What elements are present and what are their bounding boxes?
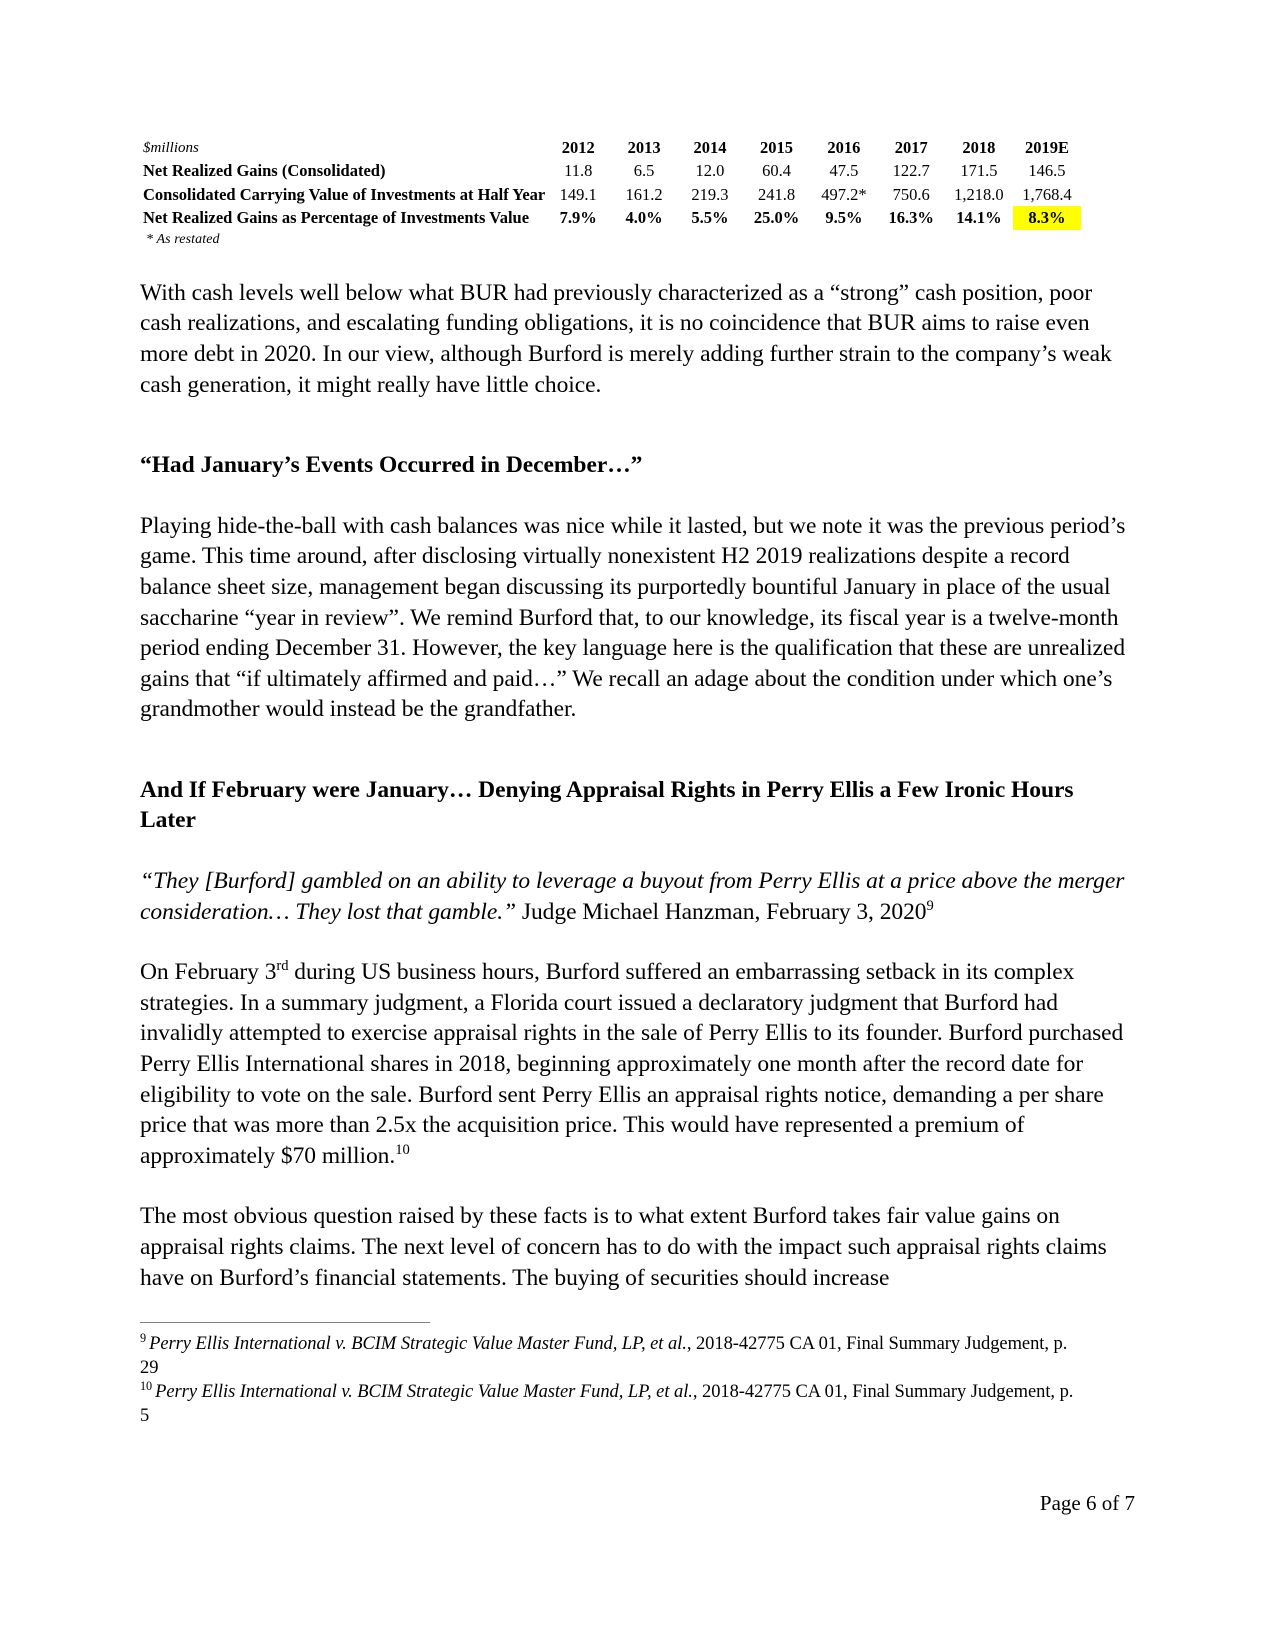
cell: 16.3% xyxy=(888,208,934,228)
spacer xyxy=(140,1171,1135,1201)
table-footnote-as-restated: * As restated xyxy=(146,231,220,247)
footnote-number-10: 10 xyxy=(140,1378,153,1393)
row-label-carrying-value: Consolidated Carrying Value of Investments at Half Year xyxy=(143,184,546,204)
cell: 5.5% xyxy=(691,208,729,228)
column-header-2018: 2018 xyxy=(962,138,996,157)
cell: 241.8 xyxy=(757,184,796,204)
quote-text: “They [Burford] gambled on an ability to leverage a buyout from Perry Ellis at a price above the merger consideration… They lost that gamble.” xyxy=(140,868,1125,925)
cell: 25.0% xyxy=(753,208,800,228)
cell: 149.1 xyxy=(559,184,597,204)
spacer xyxy=(140,927,1135,957)
financial-summary-table xyxy=(143,136,1081,230)
spacer xyxy=(140,400,1135,450)
cell: 497.2* xyxy=(821,184,867,204)
cell: 1,218.0 xyxy=(954,184,1004,204)
footnote-9 xyxy=(140,1332,1080,1380)
cell: 171.5 xyxy=(960,161,998,181)
column-header-2012: 2012 xyxy=(561,138,595,157)
row-label-net-realized-gains: Net Realized Gains (Consolidated) xyxy=(143,161,386,181)
footnote-number-9: 9 xyxy=(140,1330,147,1345)
cell: 750.6 xyxy=(892,184,930,204)
paragraph-most-obvious-question: The most obvious question raised by these facts is to what extent Burford takes fair value gains on appraisal rights claims. The next level of concern has to do with the impact such appraisal rights claims have on Burford’s financial statements. The buying of securities should increase xyxy=(140,1203,1107,1291)
column-header-2019e: 2019E xyxy=(1024,138,1069,157)
row-label-gains-percentage: Net Realized Gains as Percentage of Investments Value xyxy=(143,208,530,228)
spacer xyxy=(140,248,1135,278)
column-header-2016: 2016 xyxy=(827,138,861,157)
paragraph-text-part2: during US business hours, Burford suffered an embarrassing setback in its complex strategies. In a summary judgment, a Florida court issued a declaratory judgment that Burford had invalidly attempted to exercise appraisal rights in the sale of Perry Ellis to its founder. Burford purchased Perry Ellis International shares in 2018, beginning approximately one month after the record date for eligibility to vote on the sale. Burford sent Perry Ellis an appraisal rights notice, demanding a per share price that was more than 2.5x the acquisition price. This would have represented a premium of approximately $70 million. xyxy=(140,959,1124,1169)
cell: 146.5 xyxy=(1028,161,1066,181)
paragraph-cash-levels: With cash levels well below what BUR had previously characterized as a “strong” cash position, poor cash realizations, and escalating funding obligations, it is no coincidence that BUR aims to raise even more debt in 2020. In our view, although Burford is merely adding further strain to the company’s weak cash generation, it might really have little choice. xyxy=(140,279,1112,398)
footnote-citation: , 2018-42775 CA 01, Final Summary Judgement, p. 5 xyxy=(140,1382,1074,1426)
spacer xyxy=(140,836,1135,866)
cell: 47.5 xyxy=(829,161,859,181)
table-row xyxy=(143,183,1081,206)
table-row xyxy=(143,206,1081,229)
footnote-10 xyxy=(140,1380,1080,1428)
cell: 122.7 xyxy=(892,161,930,181)
cell: 161.2 xyxy=(625,184,663,204)
table-row xyxy=(143,159,1081,182)
cell: 9.5% xyxy=(825,208,863,228)
footnote-case-name: Perry Ellis International v. BCIM Strategic Value Master Fund, LP, et al. xyxy=(149,1334,687,1354)
page-number-footer: Page 6 of 7 xyxy=(1039,1491,1135,1515)
table-unit-label: $millions xyxy=(143,139,199,156)
column-header-2015: 2015 xyxy=(760,138,794,157)
footnotes-section xyxy=(140,1322,1080,1428)
cell-highlighted-2019e-percentage: 8.3% xyxy=(1013,206,1081,229)
pull-quote-hanzman xyxy=(140,866,1135,927)
cell: 219.3 xyxy=(691,184,729,204)
column-header-2014: 2014 xyxy=(693,138,727,157)
ordinal-suffix-rd: rd xyxy=(276,958,289,975)
footnote-case-name: Perry Ellis International v. BCIM Strategic Value Master Fund, LP, et al. xyxy=(155,1382,693,1402)
paragraph-hide-the-ball: Playing hide-the-ball with cash balances was nice while it lasted, but we note it was the previous period’s game. This time around, after disclosing virtually nonexistent H2 2019 realizations despite a record balance sheet size, management began discussing its purportedly bountiful January in place of the usual saccharine “year in review”. We remind Burford that, to our knowledge, its fiscal year is a twelve-month period ending December 31. However, the key language here is the qualification that these are unrealized gains that “if ultimately affirmed and paid…” We recall an adage about the condition under which one’s grandmother would instead be the grandfather. xyxy=(140,512,1126,723)
footnote-citation: , 2018-42775 CA 01, Final Summary Judgement, p. 29 xyxy=(140,1334,1068,1378)
cell: 14.1% xyxy=(956,208,1002,228)
paragraph-february-third xyxy=(140,957,1135,1171)
footnote-separator-rule xyxy=(140,1322,430,1323)
cell: 6.5 xyxy=(633,161,655,181)
spacer xyxy=(140,481,1135,511)
table-header-row xyxy=(143,136,1081,159)
column-header-2017: 2017 xyxy=(894,138,928,157)
cell: 60.4 xyxy=(762,161,791,181)
cell: 12.0 xyxy=(695,161,725,181)
quote-attribution: Judge Michael Hanzman, February 3, 2020 xyxy=(516,898,927,925)
cell: 11.8 xyxy=(564,161,593,181)
cell: 1,768.4 xyxy=(1022,184,1072,204)
paragraph-text-part1: On February 3 xyxy=(140,959,277,986)
heading-had-januarys-events: “Had January’s Events Occurred in December…” xyxy=(140,452,643,479)
cell: 7.9% xyxy=(559,208,597,228)
cell: 4.0% xyxy=(625,208,663,228)
column-header-2013: 2013 xyxy=(627,138,661,157)
footnote-marker-9: 9 xyxy=(926,897,934,914)
spacer xyxy=(140,725,1135,775)
heading-and-if-february: And If February were January… Denying Appraisal Rights in Perry Ellis a Few Ironic Hours Later xyxy=(140,776,1074,834)
footnote-marker-10: 10 xyxy=(395,1141,410,1158)
